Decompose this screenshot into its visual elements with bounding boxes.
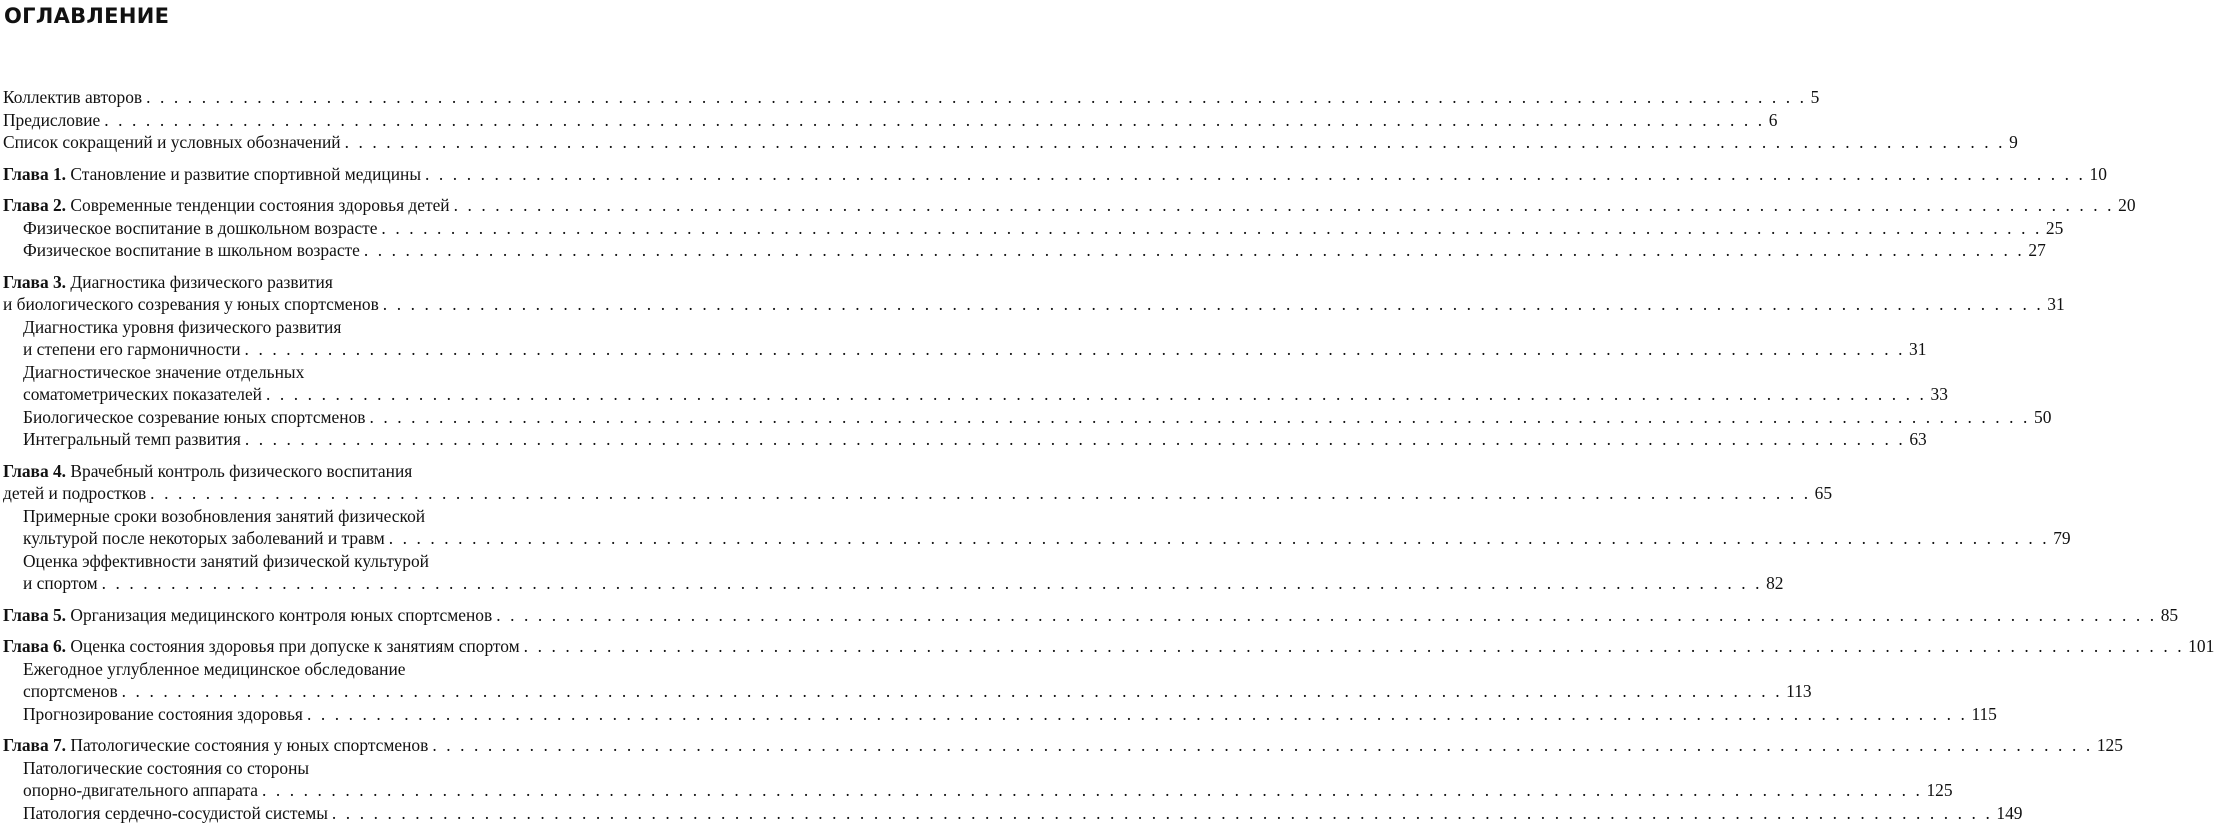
- toc-entry-text: Диагностика уровня физического развития: [23, 317, 341, 337]
- dot-leader: . . . . . . . . . . . . . . . . . . . . . . . . . . . . . . . . . . . . . . . . . . . . . . . . . . . . . . . . . . . . . . . . . . . . . . . . . . . . . . . . . . . . . . . . . . . . . . . . . . . . . . . . . . . . . . . . . . . . . . . .: [146, 86, 1807, 109]
- dot-leader: . . . . . . . . . . . . . . . . . . . . . . . . . . . . . . . . . . . . . . . . . . . . . . . . . . . . . . . . . . . . . . . . . . . . . . . . . . . . . . . . . . . . . . . . . . . . . . . . . . . . . . . . . . . . . . . . . . . . . . . .: [345, 131, 2006, 154]
- page-number: 79: [2053, 527, 2070, 550]
- toc-entry-title: [23, 217, 377, 240]
- toc-entry-text: соматометрических показателей: [23, 384, 262, 404]
- page-number: 31: [1909, 338, 1926, 361]
- toc-entry-text: Диагностика физического развития: [70, 272, 332, 292]
- toc-entry-line: [3, 505, 619, 528]
- chapter-label: Глава 4.: [3, 461, 66, 481]
- toc-entry-title: [23, 572, 98, 595]
- toc-entry-title: [3, 482, 146, 505]
- toc-entry-title: [23, 758, 309, 778]
- toc-entry-line: [3, 572, 619, 595]
- toc-entry-line: [3, 428, 619, 451]
- toc-entry-title: [23, 338, 241, 361]
- toc-entry-text: и биологического созревания у юных спортсменов: [3, 294, 379, 314]
- toc-entry-line: [3, 239, 619, 262]
- page-number: 115: [1971, 703, 1996, 726]
- toc-entry-line: [3, 293, 619, 316]
- toc-entry-section[interactable]: [3, 757, 619, 802]
- toc-entry-text: и спортом: [23, 573, 98, 593]
- dot-leader: . . . . . . . . . . . . . . . . . . . . . . . . . . . . . . . . . . . . . . . . . . . . . . . . . . . . . . . . . . . . . . . . . . . . . . . . . . . . . . . . . . . . . . . . . . . . . . . . . . . . . . . . . . . . . . . . . . . . . . . .: [245, 338, 1906, 361]
- toc-entry-line: [3, 338, 619, 361]
- toc-entry-chapter[interactable]: [3, 734, 619, 757]
- toc-entry-title: [23, 383, 262, 406]
- toc-entry-title: [23, 779, 258, 802]
- dot-leader: . . . . . . . . . . . . . . . . . . . . . . . . . . . . . . . . . . . . . . . . . . . . . . . . . . . . . . . . . . . . . . . . . . . . . . . . . . . . . . . . . . . . . . . . . . . . . . . . . . . . . . . . . . . . . . . . . . . . . . . .: [266, 383, 1927, 406]
- page-number: 27: [2028, 239, 2045, 262]
- toc-entry-chapter[interactable]: [3, 109, 619, 132]
- dot-leader: . . . . . . . . . . . . . . . . . . . . . . . . . . . . . . . . . . . . . . . . . . . . . . . . . . . . . . . . . . . . . . . . . . . . . . . . . . . . . . . . . . . . . . . . . . . . . . . . . . . . . . . . . . . . . . . . . . . . . . . .: [364, 239, 2025, 262]
- toc-entry-text: культурой после некоторых заболеваний и травм: [23, 528, 385, 548]
- toc-entry-text: Прогнозирование состояния здоровья: [23, 704, 303, 724]
- dot-leader: . . . . . . . . . . . . . . . . . . . . . . . . . . . . . . . . . . . . . . . . . . . . . . . . . . . . . . . . . . . . . . . . . . . . . . . . . . . . . . . . . . . . . . . . . . . . . . . . . . . . . . . . . . . . . . . . . . . . . . . .: [381, 217, 2042, 240]
- toc-entry-text: Врачебный контроль физического воспитания: [70, 461, 412, 481]
- chapter-label: Глава 6.: [3, 636, 66, 656]
- toc-entry-section[interactable]: [3, 217, 619, 240]
- toc-entry-section[interactable]: [3, 802, 619, 824]
- page-number: 50: [2034, 406, 2051, 429]
- toc-entry-title: [3, 272, 333, 292]
- toc-entry-line: [3, 316, 619, 339]
- toc-entry-section[interactable]: [3, 505, 619, 550]
- dot-leader: . . . . . . . . . . . . . . . . . . . . . . . . . . . . . . . . . . . . . . . . . . . . . . . . . . . . . . . . . . . . . . . . . . . . . . . . . . . . . . . . . . . . . . . . . . . . . . . . . . . . . . . . . . . . . . . . . . . . . . . .: [332, 802, 1993, 824]
- toc-entry-line: [3, 86, 619, 109]
- toc-entry-title: [3, 461, 412, 481]
- toc-entry-line: [3, 779, 619, 802]
- toc-entry-text: Оценка состояния здоровья при допуске к занятиям спортом: [70, 636, 519, 656]
- toc-entry-line: [3, 757, 619, 780]
- toc-entry-text: Предисловие: [3, 110, 100, 130]
- toc-entry-text: Патологические состояния со стороны: [23, 758, 309, 778]
- chapter-label: Глава 2.: [3, 195, 66, 215]
- dot-leader: . . . . . . . . . . . . . . . . . . . . . . . . . . . . . . . . . . . . . . . . . . . . . . . . . . . . . . . . . . . . . . . . . . . . . . . . . . . . . . . . . . . . . . . . . . . . . . . . . . . . . . . . . . . . . . . . . . . . . . . .: [245, 428, 1906, 451]
- toc-entry-line: [3, 406, 619, 429]
- table-of-contents: [3, 86, 619, 824]
- dot-leader: . . . . . . . . . . . . . . . . . . . . . . . . . . . . . . . . . . . . . . . . . . . . . . . . . . . . . . . . . . . . . . . . . . . . . . . . . . . . . . . . . . . . . . . . . . . . . . . . . . . . . . . . . . . . . . . . . . . . . . . .: [370, 406, 2031, 429]
- toc-entry-line: [3, 131, 619, 154]
- toc-entry-line: [3, 271, 619, 294]
- toc-entry-text: Ежегодное углубленное медицинское обследование: [23, 659, 405, 679]
- toc-entry-text: Организация медицинского контроля юных спортсменов: [70, 605, 492, 625]
- page-number: 125: [2097, 734, 2123, 757]
- toc-entry-line: [3, 163, 619, 186]
- toc-entry-section[interactable]: [3, 361, 619, 406]
- toc-entry-title: [3, 734, 428, 757]
- toc-entry-title: [23, 317, 341, 337]
- dot-leader: . . . . . . . . . . . . . . . . . . . . . . . . . . . . . . . . . . . . . . . . . . . . . . . . . . . . . . . . . . . . . . . . . . . . . . . . . . . . . . . . . . . . . . . . . . . . . . . . . . . . . . . . . . . . . . . . . . . . . . . .: [102, 572, 1763, 595]
- toc-entry-text: Примерные сроки возобновления занятий физической: [23, 506, 425, 526]
- toc-entry-text: Становление и развитие спортивной медицины: [70, 164, 421, 184]
- toc-entry-section[interactable]: [3, 239, 619, 262]
- toc-entry-text: детей и подростков: [3, 483, 146, 503]
- dot-leader: . . . . . . . . . . . . . . . . . . . . . . . . . . . . . . . . . . . . . . . . . . . . . . . . . . . . . . . . . . . . . . . . . . . . . . . . . . . . . . . . . . . . . . . . . . . . . . . . . . . . . . . . . . . . . . . . . . . . . . . .: [389, 527, 2050, 550]
- toc-entry-line: [3, 383, 619, 406]
- toc-entry-chapter[interactable]: [3, 131, 619, 154]
- toc-entry-line: [3, 802, 619, 824]
- page-number: 31: [2047, 293, 2064, 316]
- toc-entry-title: [3, 131, 341, 154]
- toc-entry-text: Современные тенденции состояния здоровья детей: [70, 195, 449, 215]
- chapter-label: Глава 3.: [3, 272, 66, 292]
- page-number: 85: [2161, 604, 2178, 627]
- toc-entry-line: [3, 680, 619, 703]
- page-title: ОГЛАВЛЕНИЕ: [4, 2, 169, 30]
- page-number: 65: [1815, 482, 1832, 505]
- toc-entry-line: [3, 635, 619, 658]
- toc-entry-text: Физическое воспитание в школьном возрасте: [23, 240, 360, 260]
- toc-entry-section[interactable]: [3, 316, 619, 361]
- dot-leader: . . . . . . . . . . . . . . . . . . . . . . . . . . . . . . . . . . . . . . . . . . . . . . . . . . . . . . . . . . . . . . . . . . . . . . . . . . . . . . . . . . . . . . . . . . . . . . . . . . . . . . . . . . . . . . . . . . . . . . . .: [122, 680, 1783, 703]
- toc-entry-chapter[interactable]: [3, 460, 619, 505]
- toc-entry-title: [23, 406, 366, 429]
- toc-entry-text: Патология сердечно-сосудистой системы: [23, 803, 328, 823]
- toc-entry-chapter[interactable]: [3, 194, 619, 217]
- page-number: 82: [1766, 572, 1783, 595]
- toc-entry-title: [23, 428, 241, 451]
- page-number: 6: [1769, 109, 1778, 132]
- toc-entry-section[interactable]: [3, 428, 619, 451]
- page-number: 113: [1786, 680, 1811, 703]
- toc-entry-section[interactable]: [3, 658, 619, 703]
- toc-entry-text: Список сокращений и условных обозначений: [3, 132, 341, 152]
- toc-entry-title: [23, 680, 118, 703]
- toc-entry-title: [3, 163, 421, 186]
- toc-entry-title: [23, 551, 429, 571]
- toc-entry-chapter[interactable]: [3, 635, 619, 658]
- dot-leader: . . . . . . . . . . . . . . . . . . . . . . . . . . . . . . . . . . . . . . . . . . . . . . . . . . . . . . . . . . . . . . . . . . . . . . . . . . . . . . . . . . . . . . . . . . . . . . . . . . . . . . . . . . . . . . . . . . . . . . . .: [262, 779, 1923, 802]
- toc-entry-text: и степени его гармоничности: [23, 339, 241, 359]
- toc-entry-section[interactable]: [3, 406, 619, 429]
- toc-entry-title: [23, 506, 425, 526]
- page-number: 20: [2118, 194, 2135, 217]
- dot-leader: . . . . . . . . . . . . . . . . . . . . . . . . . . . . . . . . . . . . . . . . . . . . . . . . . . . . . . . . . . . . . . . . . . . . . . . . . . . . . . . . . . . . . . . . . . . . . . . . . . . . . . . . . . . . . . . . . . . . . . . .: [150, 482, 1811, 505]
- dot-leader: . . . . . . . . . . . . . . . . . . . . . . . . . . . . . . . . . . . . . . . . . . . . . . . . . . . . . . . . . . . . . . . . . . . . . . . . . . . . . . . . . . . . . . . . . . . . . . . . . . . . . . . . . . . . . . . . . . . . . . . .: [425, 163, 2086, 186]
- dot-leader: . . . . . . . . . . . . . . . . . . . . . . . . . . . . . . . . . . . . . . . . . . . . . . . . . . . . . . . . . . . . . . . . . . . . . . . . . . . . . . . . . . . . . . . . . . . . . . . . . . . . . . . . . . . . . . . . . . . . . . . .: [432, 734, 2093, 757]
- toc-entry-line: [3, 658, 619, 681]
- chapter-label: Глава 1.: [3, 164, 66, 184]
- toc-entry-text: Патологические состояния у юных спортсменов: [70, 735, 428, 755]
- toc-entry-text: Оценка эффективности занятий физической культурой: [23, 551, 429, 571]
- toc-entry-title: [3, 635, 520, 658]
- toc-entry-title: [23, 239, 360, 262]
- toc-entry-section[interactable]: [3, 703, 619, 726]
- toc-entry-line: [3, 734, 619, 757]
- toc-entry-chapter[interactable]: [3, 86, 619, 109]
- toc-entry-text: Физическое воспитание в дошкольном возрасте: [23, 218, 377, 238]
- page-number: 9: [2009, 131, 2018, 154]
- toc-entry-text: Биологическое созревание юных спортсменов: [23, 407, 366, 427]
- toc-entry-line: [3, 460, 619, 483]
- page-number: 149: [1996, 802, 2022, 824]
- toc-entry-line: [3, 550, 619, 573]
- toc-entry-line: [3, 217, 619, 240]
- toc-entry-line: [3, 194, 619, 217]
- toc-entry-title: [23, 802, 328, 824]
- page-number: 25: [2046, 217, 2063, 240]
- toc-entry-title: [3, 86, 142, 109]
- toc-entry-title: [3, 604, 492, 627]
- toc-entry-line: [3, 604, 619, 627]
- page-number: 101: [2188, 635, 2214, 658]
- toc-entry-text: спортсменов: [23, 681, 118, 701]
- page-number: 33: [1931, 383, 1948, 406]
- toc-entry-chapter[interactable]: [3, 163, 619, 186]
- dot-leader: . . . . . . . . . . . . . . . . . . . . . . . . . . . . . . . . . . . . . . . . . . . . . . . . . . . . . . . . . . . . . . . . . . . . . . . . . . . . . . . . . . . . . . . . . . . . . . . . . . . . . . . . . . . . . . . . . . . . . . . .: [383, 293, 2044, 316]
- page-number: 5: [1811, 86, 1820, 109]
- toc-entry-text: Интегральный темп развития: [23, 429, 241, 449]
- toc-entry-title: [23, 362, 304, 382]
- toc-entry-line: [3, 482, 619, 505]
- page-number: 10: [2090, 163, 2107, 186]
- dot-leader: . . . . . . . . . . . . . . . . . . . . . . . . . . . . . . . . . . . . . . . . . . . . . . . . . . . . . . . . . . . . . . . . . . . . . . . . . . . . . . . . . . . . . . . . . . . . . . . . . . . . . . . . . . . . . . . . . . . . . . . .: [454, 194, 2115, 217]
- toc-entry-text: опорно-двигательного аппарата: [23, 780, 258, 800]
- toc-entry-title: [3, 293, 379, 316]
- dot-leader: . . . . . . . . . . . . . . . . . . . . . . . . . . . . . . . . . . . . . . . . . . . . . . . . . . . . . . . . . . . . . . . . . . . . . . . . . . . . . . . . . . . . . . . . . . . . . . . . . . . . . . . . . . . . . . . . . . . . . . . .: [524, 635, 2185, 658]
- dot-leader: . . . . . . . . . . . . . . . . . . . . . . . . . . . . . . . . . . . . . . . . . . . . . . . . . . . . . . . . . . . . . . . . . . . . . . . . . . . . . . . . . . . . . . . . . . . . . . . . . . . . . . . . . . . . . . . . . . . . . . . .: [496, 604, 2157, 627]
- toc-entry-line: [3, 361, 619, 384]
- toc-entry-line: [3, 109, 619, 132]
- dot-leader: . . . . . . . . . . . . . . . . . . . . . . . . . . . . . . . . . . . . . . . . . . . . . . . . . . . . . . . . . . . . . . . . . . . . . . . . . . . . . . . . . . . . . . . . . . . . . . . . . . . . . . . . . . . . . . . . . . . . . . . .: [307, 703, 1968, 726]
- toc-entry-title: [23, 527, 385, 550]
- toc-entry-chapter[interactable]: [3, 271, 619, 316]
- dot-leader: . . . . . . . . . . . . . . . . . . . . . . . . . . . . . . . . . . . . . . . . . . . . . . . . . . . . . . . . . . . . . . . . . . . . . . . . . . . . . . . . . . . . . . . . . . . . . . . . . . . . . . . . . . . . . . . . . . . . . . . .: [104, 109, 1765, 132]
- page-number: 125: [1926, 779, 1952, 802]
- toc-entry-text: Диагностическое значение отдельных: [23, 362, 304, 382]
- toc-entry-chapter[interactable]: [3, 604, 619, 627]
- toc-entry-title: [3, 109, 100, 132]
- toc-entry-line: [3, 703, 619, 726]
- page-number: 63: [1909, 428, 1926, 451]
- chapter-label: Глава 5.: [3, 605, 66, 625]
- toc-entry-text: Коллектив авторов: [3, 87, 142, 107]
- toc-entry-title: [23, 703, 303, 726]
- toc-entry-line: [3, 527, 619, 550]
- toc-entry-title: [3, 194, 450, 217]
- toc-entry-section[interactable]: [3, 550, 619, 595]
- chapter-label: Глава 7.: [3, 735, 66, 755]
- toc-entry-title: [23, 659, 405, 679]
